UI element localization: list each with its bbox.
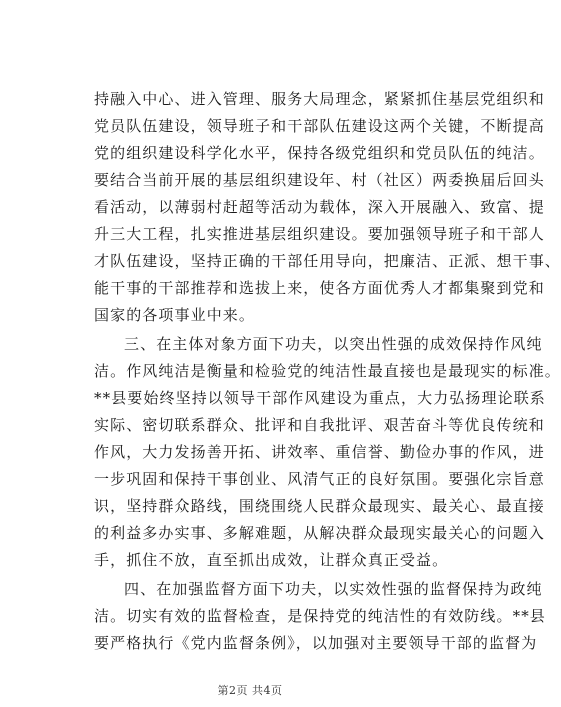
text-line: 洁。作风纯洁是衡量和检验党的纯洁性最直接也是最现实的标准。: [94, 362, 561, 380]
text-line: 国家的各项事业中来。: [94, 306, 256, 324]
section-heading-line: 四、在加强监督方面下功夫，以实效性强的监督保持为政纯: [124, 580, 543, 598]
text-line: 要严格执行《党内监督条例》，以加强对主要领导干部的监督为: [94, 634, 538, 652]
text-line: 升三大工程，扎实推进基层组织建设。要加强领导班子和干部人: [94, 225, 545, 243]
text-line: **县要始终坚持以领导干部作风建设为重点，大力弘扬理论联系: [94, 389, 546, 407]
text-line: 实际、密切联系群众、批评和自我批评、艰苦奋斗等优良传统和: [94, 416, 545, 434]
page-number-footer: 第2页 共4页: [217, 684, 283, 697]
text-line: 党员队伍建设，领导班子和干部队伍建设这两个关键，不断提高: [94, 117, 545, 135]
text-line: 看活动，以薄弱村赶超等活动为载体，深入开展融入、致富、提: [94, 198, 545, 216]
text-line: 能干事的干部推荐和选拔上来，使各方面优秀人才都集聚到党和: [94, 279, 545, 297]
text-line: 手，抓住不放，直至抓出成效，让群众真正受益。: [94, 551, 449, 569]
text-line: 持融入中心、进入管理、服务大局理念，紧紧抓住基层党组织和: [94, 90, 545, 108]
text-line: 洁。切实有效的监督检查，是保持党的纯洁性的有效防线。**县: [94, 607, 546, 625]
text-line: 识，坚持群众路线，围绕围绕人民群众最现实、最关心、最直接: [94, 497, 545, 515]
text-line: 一步巩固和保持干事创业、风清气正的良好氛围。要强化宗旨意: [94, 470, 545, 488]
text-line: 要结合当前开展的基层组织建设年、村（社区）两委换届后回头: [94, 171, 545, 189]
text-line: 党的组织建设科学化水平，保持各级党组织和党员队伍的纯洁。: [94, 144, 545, 162]
text-line: 作风，大力发扬善开拓、讲效率、重信誉、勤俭办事的作风，进: [94, 443, 545, 461]
section-heading-line: 三、在主体对象方面下功夫，以突出性强的成效保持作风纯: [124, 335, 543, 353]
text-line: 的利益多办实事、多解难题，从解决群众最现实最关心的问题入: [94, 524, 545, 542]
text-line: 才队伍建设，坚持正确的干部任用导向，把廉洁、正派、想干事、: [94, 252, 561, 270]
